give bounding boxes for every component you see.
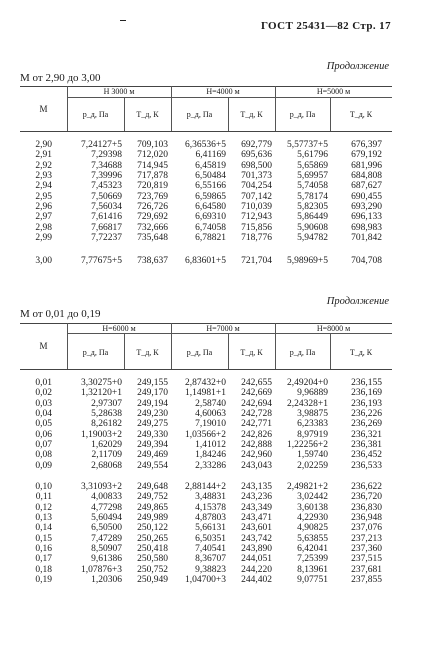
pressure-cell: 9,61386 xyxy=(91,554,122,565)
column-header: T_д, К xyxy=(240,348,263,357)
pressure-cell: 4,15378 xyxy=(195,502,226,513)
pressure-cell: 1,14981+1 xyxy=(185,388,226,399)
temperature-cell: 717,878 xyxy=(137,171,168,182)
m-cell: 0,02 xyxy=(35,388,52,399)
pressure-cell: 4,00833 xyxy=(91,492,122,503)
temperature-cell: 242,771 xyxy=(241,419,272,430)
m-column-header: М xyxy=(39,341,48,351)
m-cell: 2,91 xyxy=(35,150,52,161)
temperature-cell: 721,704 xyxy=(241,256,272,266)
group-header: H=5000 м xyxy=(316,87,351,96)
temperature-cell: 237,681 xyxy=(351,564,382,575)
temperature-cell: 712,020 xyxy=(137,150,168,161)
pressure-cell: 8,13961 xyxy=(297,564,328,575)
pressure-cell: 2,49821+2 xyxy=(287,482,328,492)
column-header: T_д, К xyxy=(136,110,159,119)
temperature-cell: 249,752 xyxy=(137,492,168,503)
pressure-cell: 6,45819 xyxy=(195,160,226,171)
temperature-cell: 729,692 xyxy=(137,212,168,223)
pressure-cell: 5,78174 xyxy=(297,191,328,202)
temperature-cell: 236,381 xyxy=(351,440,382,451)
pressure-cell: 2,11709 xyxy=(91,450,122,461)
m-cell: 2,98 xyxy=(35,222,52,233)
pressure-cell: 3,60138 xyxy=(297,502,328,513)
pressure-cell: 7,77675+5 xyxy=(81,256,122,266)
temperature-cell: 244,402 xyxy=(241,575,272,586)
pressure-cell: 9,96889 xyxy=(297,388,328,399)
temperature-cell: 242,728 xyxy=(241,409,272,420)
pressure-cell: 1,03566+2 xyxy=(185,429,226,440)
m-cell: 2,90 xyxy=(35,140,52,150)
temperature-cell: 249,330 xyxy=(137,429,168,440)
pressure-cell: 1,07876+3 xyxy=(81,564,122,575)
pressure-cell: 1,32120+1 xyxy=(81,388,122,399)
pressure-cell: 2,33286 xyxy=(195,460,226,471)
pressure-cell: 5,69957 xyxy=(297,171,328,182)
temperature-cell: 243,742 xyxy=(241,533,272,544)
temperature-cell: 707,142 xyxy=(241,191,272,202)
temperature-cell: 236,830 xyxy=(351,502,382,513)
m-cell: 0,13 xyxy=(35,513,52,524)
pressure-cell: 6,42041 xyxy=(297,544,328,555)
temperature-cell: 242,669 xyxy=(241,388,272,399)
column-header: T_д, К xyxy=(136,348,159,357)
pressure-cell: 3,98875 xyxy=(297,409,328,420)
pressure-cell: 5,90608 xyxy=(297,222,328,233)
table2-group-rule xyxy=(67,333,392,334)
group-header: H=6000 м xyxy=(102,324,136,333)
temperature-cell: 242,888 xyxy=(241,440,272,451)
temperature-cell: 250,580 xyxy=(137,554,168,565)
pressure-cell: 1,22256+2 xyxy=(287,440,328,451)
pressure-cell: 4,22930 xyxy=(297,513,328,524)
temperature-cell: 236,452 xyxy=(351,450,382,461)
temperature-cell: 236,269 xyxy=(351,419,382,430)
m-cell: 0,08 xyxy=(35,450,52,461)
table2-header-rule xyxy=(20,369,392,370)
pressure-cell: 6,64580 xyxy=(195,202,226,213)
m-cell: 0,15 xyxy=(35,533,52,544)
temperature-cell: 692,779 xyxy=(241,140,272,150)
temperature-cell: 679,192 xyxy=(351,150,382,161)
m-cell: 0,19 xyxy=(35,575,52,586)
m-cell: 0,05 xyxy=(35,419,52,430)
column-header: T_д, К xyxy=(349,348,373,357)
temperature-cell: 249,194 xyxy=(137,398,168,409)
m-cell: 0,01 xyxy=(35,378,52,388)
table1-header-rule xyxy=(20,131,392,132)
pressure-cell: 6,59865 xyxy=(195,191,226,202)
temperature-cell: 723,769 xyxy=(137,191,168,202)
m-cell: 3,00 xyxy=(35,256,52,266)
temperature-cell: 735,648 xyxy=(137,233,168,244)
pressure-cell: 7,19010 xyxy=(195,419,226,430)
group-header: H=7000 м xyxy=(206,324,240,333)
m-cell: 0,16 xyxy=(35,544,52,555)
m-range-title-1: М от 2,90 до 3,00 xyxy=(20,72,101,84)
temperature-cell: 236,226 xyxy=(351,409,382,420)
temperature-cell: 242,826 xyxy=(241,429,272,440)
pressure-cell: 7,66817 xyxy=(91,222,122,233)
pressure-cell: 4,87803 xyxy=(195,513,226,524)
m-cell: 0,11 xyxy=(35,492,52,503)
temperature-cell: 243,890 xyxy=(241,544,272,555)
temperature-cell: 714,945 xyxy=(137,160,168,171)
pressure-cell: 7,50669 xyxy=(91,191,122,202)
temperature-cell: 249,394 xyxy=(137,440,168,451)
m-cell: 0,03 xyxy=(35,398,52,409)
temperature-cell: 690,455 xyxy=(351,191,382,202)
pressure-cell: 1,84246 xyxy=(195,450,226,461)
temperature-cell: 243,471 xyxy=(241,513,272,524)
column-header: p_д, Па xyxy=(289,110,316,119)
m-column-header: М xyxy=(39,104,48,114)
temperature-cell: 236,169 xyxy=(351,388,382,399)
temperature-cell: 681,996 xyxy=(351,160,382,171)
temperature-cell: 698,983 xyxy=(351,222,382,233)
column-header: T_д, К xyxy=(240,110,263,119)
temperature-cell: 712,943 xyxy=(241,212,272,223)
pressure-cell: 9,38823 xyxy=(195,564,226,575)
temperature-cell: 242,694 xyxy=(241,398,272,409)
pressure-cell: 7,24127+5 xyxy=(81,140,122,150)
temperature-cell: 709,103 xyxy=(137,140,168,150)
temperature-cell: 243,349 xyxy=(241,502,272,513)
pressure-cell: 6,41169 xyxy=(195,150,226,161)
temperature-cell: 696,133 xyxy=(351,212,382,223)
temperature-cell: 237,213 xyxy=(351,533,382,544)
temperature-cell: 676,397 xyxy=(351,140,382,150)
temperature-cell: 718,776 xyxy=(241,233,272,244)
m-cell: 0,18 xyxy=(35,564,52,575)
temperature-cell: 249,469 xyxy=(137,450,168,461)
pressure-cell: 3,31093+2 xyxy=(81,482,122,492)
pressure-cell: 7,34688 xyxy=(91,160,122,171)
pressure-cell: 5,57737+5 xyxy=(287,140,328,150)
temperature-cell: 243,135 xyxy=(241,482,272,492)
group-header: H=8000 м xyxy=(316,324,351,333)
pressure-cell: 7,61416 xyxy=(91,212,122,223)
temperature-cell: 704,254 xyxy=(241,181,272,192)
temperature-cell: 243,236 xyxy=(241,492,272,503)
pressure-cell: 6,83601+5 xyxy=(185,256,226,266)
group-header: H 3000 м xyxy=(103,87,135,96)
temperature-cell: 695,636 xyxy=(241,150,272,161)
pressure-cell: 6,50351 xyxy=(195,533,226,544)
pressure-cell: 5,82305 xyxy=(297,202,328,213)
temperature-cell: 249,865 xyxy=(137,502,168,513)
m-cell: 0,07 xyxy=(35,440,52,451)
m-cell: 2,92 xyxy=(35,160,52,171)
pressure-cell: 1,59740 xyxy=(297,450,328,461)
pressure-cell: 5,65869 xyxy=(297,160,328,171)
pressure-cell: 2,49204+0 xyxy=(287,378,328,388)
temperature-cell: 249,170 xyxy=(137,388,168,399)
column-header: p_д, Па xyxy=(186,348,213,357)
pressure-cell: 5,66131 xyxy=(195,523,226,534)
temperature-cell: 237,076 xyxy=(351,523,382,534)
column-header: T_д, К xyxy=(349,110,373,119)
page-header: ГОСТ 25431—82 Стр. 17 xyxy=(260,20,391,32)
pressure-cell: 9,07751 xyxy=(297,575,328,586)
pressure-cell: 5,74058 xyxy=(297,181,328,192)
temperature-cell: 250,949 xyxy=(137,575,168,586)
pressure-cell: 6,55166 xyxy=(195,181,226,192)
temperature-cell: 715,856 xyxy=(241,222,272,233)
pressure-cell: 2,88144+2 xyxy=(185,482,226,492)
pressure-cell: 7,40541 xyxy=(195,544,226,555)
pressure-cell: 4,60063 xyxy=(195,409,226,420)
temperature-cell: 738,637 xyxy=(137,256,168,266)
column-header: p_д, Па xyxy=(289,348,316,357)
temperature-cell: 701,373 xyxy=(241,171,272,182)
pressure-cell: 6,69310 xyxy=(195,212,226,223)
column-header: p_д, Па xyxy=(82,348,109,357)
m-cell: 0,17 xyxy=(35,554,52,565)
temperature-cell: 244,051 xyxy=(241,554,272,565)
column-header: p_д, Па xyxy=(82,110,109,119)
pressure-cell: 1,62029 xyxy=(91,440,122,451)
pressure-cell: 8,36707 xyxy=(195,554,226,565)
temperature-cell: 684,808 xyxy=(351,171,382,182)
temperature-cell: 249,989 xyxy=(137,513,168,524)
m-cell: 2,95 xyxy=(35,191,52,202)
pressure-cell: 3,02442 xyxy=(297,492,328,503)
pressure-cell: 7,25399 xyxy=(297,554,328,565)
temperature-cell: 693,290 xyxy=(351,202,382,213)
m-cell: 2,97 xyxy=(35,212,52,223)
temperature-cell: 237,855 xyxy=(351,575,382,586)
temperature-cell: 249,275 xyxy=(137,419,168,430)
pressure-cell: 2,97307 xyxy=(91,398,122,409)
m-cell: 0,09 xyxy=(35,460,52,471)
pressure-cell: 3,30275+0 xyxy=(81,378,122,388)
temperature-cell: 249,155 xyxy=(137,378,168,388)
temperature-cell: 249,554 xyxy=(137,460,168,471)
temperature-cell: 704,708 xyxy=(351,256,382,266)
pressure-cell: 6,74058 xyxy=(195,222,226,233)
pressure-cell: 1,04700+3 xyxy=(185,575,226,586)
m-cell: 2,96 xyxy=(35,202,52,213)
m-cell: 0,12 xyxy=(35,502,52,513)
pressure-cell: 5,60494 xyxy=(91,513,122,524)
pressure-cell: 2,68068 xyxy=(91,460,122,471)
m-cell: 2,93 xyxy=(35,171,52,182)
pressure-cell: 8,26182 xyxy=(91,419,122,430)
pressure-cell: 5,28638 xyxy=(91,409,122,420)
pressure-cell: 5,61796 xyxy=(297,150,328,161)
temperature-cell: 237,360 xyxy=(351,544,382,555)
pressure-cell: 8,50907 xyxy=(91,544,122,555)
temperature-cell: 720,819 xyxy=(137,181,168,192)
temperature-cell: 726,726 xyxy=(137,202,168,213)
pressure-cell: 5,86449 xyxy=(297,212,328,223)
pressure-cell: 1,20306 xyxy=(91,575,122,586)
continuation-label-1: Продолжение xyxy=(326,61,389,72)
pressure-cell: 6,23383 xyxy=(297,419,328,430)
pressure-cell: 2,24328+1 xyxy=(287,398,328,409)
m-cell: 0,04 xyxy=(35,409,52,420)
pressure-cell: 2,87432+0 xyxy=(185,378,226,388)
m-cell: 0,14 xyxy=(35,523,52,534)
temperature-cell: 701,842 xyxy=(351,233,382,244)
temperature-cell: 243,043 xyxy=(241,460,272,471)
temperature-cell: 243,601 xyxy=(241,523,272,534)
temperature-cell: 250,122 xyxy=(137,523,168,534)
pressure-cell: 7,39996 xyxy=(91,171,122,182)
pressure-cell: 7,56034 xyxy=(91,202,122,213)
pressure-cell: 5,63855 xyxy=(297,533,328,544)
pressure-cell: 5,94782 xyxy=(297,233,328,244)
pressure-cell: 4,90825 xyxy=(297,523,328,534)
group-header: H=4000 м xyxy=(206,87,240,96)
temperature-cell: 687,627 xyxy=(351,181,382,192)
temperature-cell: 236,720 xyxy=(351,492,382,503)
pressure-cell: 3,48831 xyxy=(195,492,226,503)
temperature-cell: 249,230 xyxy=(137,409,168,420)
m-cell: 0,06 xyxy=(35,429,52,440)
temperature-cell: 698,500 xyxy=(241,160,272,171)
pressure-cell: 6,50500 xyxy=(91,523,122,534)
pressure-cell: 6,78821 xyxy=(195,233,226,244)
pressure-cell: 1,41012 xyxy=(195,440,226,451)
pressure-cell: 7,29398 xyxy=(91,150,122,161)
temperature-cell: 236,622 xyxy=(351,482,382,492)
temperature-cell: 236,193 xyxy=(351,398,382,409)
pressure-cell: 7,47289 xyxy=(91,533,122,544)
pressure-cell: 2,58740 xyxy=(195,398,226,409)
pressure-cell: 2,02259 xyxy=(297,460,328,471)
m-cell: 2,99 xyxy=(35,233,52,244)
temperature-cell: 236,533 xyxy=(351,460,382,471)
temperature-cell: 249,648 xyxy=(137,482,168,492)
pressure-cell: 6,36536+5 xyxy=(185,140,226,150)
temperature-cell: 236,155 xyxy=(351,378,382,388)
temperature-cell: 244,220 xyxy=(241,564,272,575)
temperature-cell: 236,948 xyxy=(351,513,382,524)
temperature-cell: 710,039 xyxy=(241,202,272,213)
pressure-cell: 8,97919 xyxy=(297,429,328,440)
m-cell: 0,10 xyxy=(35,482,52,492)
temperature-cell: 250,265 xyxy=(137,533,168,544)
pressure-cell: 6,50484 xyxy=(195,171,226,182)
table1-group-rule xyxy=(67,97,392,98)
temperature-cell: 250,418 xyxy=(137,544,168,555)
temperature-cell: 242,655 xyxy=(241,378,272,388)
pressure-cell: 5,98969+5 xyxy=(287,256,328,266)
pressure-cell: 1,19003+2 xyxy=(81,429,122,440)
temperature-cell: 732,666 xyxy=(137,222,168,233)
temperature-cell: 237,515 xyxy=(351,554,382,565)
temperature-cell: 236,321 xyxy=(351,429,382,440)
temperature-cell: 242,960 xyxy=(241,450,272,461)
pressure-cell: 7,72237 xyxy=(91,233,122,244)
pressure-cell: 7,45323 xyxy=(91,181,122,192)
temperature-cell: 250,752 xyxy=(137,564,168,575)
m-cell: 2,94 xyxy=(35,181,52,192)
continuation-label-2: Продолжение xyxy=(326,296,389,307)
m-range-title-2: М от 0,01 до 0,19 xyxy=(20,308,101,320)
pressure-cell: 4,77298 xyxy=(91,502,122,513)
column-header: p_д, Па xyxy=(186,110,213,119)
